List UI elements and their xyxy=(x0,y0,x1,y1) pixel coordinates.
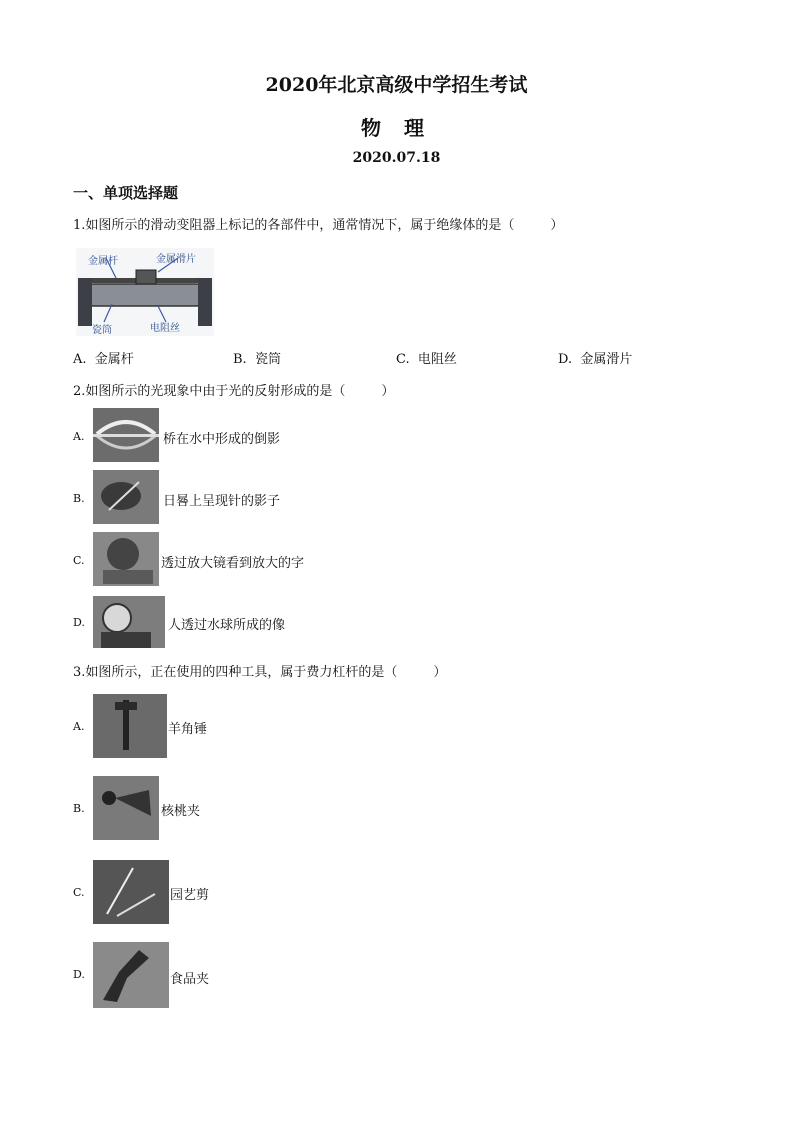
exam-date: 2020.07.18 xyxy=(352,150,441,166)
q2-option-c-letter: C. xyxy=(73,554,85,567)
question-2-text: 2.如图所示的光现象中由于光的反射形成的是（ xyxy=(73,384,346,399)
rheostat-figure xyxy=(76,248,214,336)
q2-option-b-letter: B. xyxy=(73,492,85,505)
exam-title: 2020年北京高级中学招生考试 xyxy=(265,74,528,96)
question-1-text: 1.如图所示的滑动变阻器上标记的各部件中，通常情况下，属于绝缘体的是（ xyxy=(73,218,515,233)
q1-option-c-text: 电阻丝 xyxy=(417,352,457,367)
q2-option-b-text: 日晷上呈现针的影子 xyxy=(163,494,281,509)
section-heading: 一、单项选择题 xyxy=(73,184,179,202)
q3-option-a-letter: A. xyxy=(73,720,85,733)
figure-label-metal-rod: 金属杆 xyxy=(88,256,118,267)
garden-shears-photo xyxy=(93,860,169,924)
question-3-close: ） xyxy=(433,665,447,680)
q1-option-b-text: 瓷筒 xyxy=(254,352,281,367)
subject-title: 物 理 xyxy=(361,116,432,140)
q2-option-a-text: 桥在水中形成的倒影 xyxy=(163,432,281,447)
magnifier-photo xyxy=(93,532,159,586)
q3-option-d-letter: D. xyxy=(73,968,85,981)
water-ball-photo xyxy=(93,596,165,648)
question-1-close: ） xyxy=(550,218,564,233)
q1-option-a-letter: A. xyxy=(73,352,87,367)
nutcracker-photo xyxy=(93,776,159,840)
figure-label-metal-slider: 金属滑片 xyxy=(156,254,196,265)
question-2-close: ） xyxy=(381,384,395,399)
q1-option-a[interactable] xyxy=(73,348,134,367)
claw-hammer-photo xyxy=(93,694,167,758)
q2-option-d-text: 人透过水球所成的像 xyxy=(168,618,286,633)
q1-option-c-letter: C. xyxy=(396,352,410,367)
q1-option-b[interactable] xyxy=(233,348,281,367)
question-1-stem xyxy=(73,214,563,233)
q3-option-a-text: 羊角锤 xyxy=(168,722,208,737)
sundial-shadow-photo xyxy=(93,470,159,524)
figure-label-resistance-wire: 电阻丝 xyxy=(150,323,180,334)
q2-option-a-letter: A. xyxy=(73,430,85,443)
q3-option-c-text: 园艺剪 xyxy=(170,888,210,903)
bridge-reflection-photo xyxy=(93,408,159,462)
q2-option-d-letter: D. xyxy=(73,616,85,629)
food-tongs-photo xyxy=(93,942,169,1008)
question-3-stem xyxy=(73,661,446,680)
question-2-stem xyxy=(73,380,394,399)
question-3-text: 3.如图所示，正在使用的四种工具，属于费力杠杆的是（ xyxy=(73,665,398,680)
q1-option-d-text: 金属滑片 xyxy=(580,352,633,367)
q3-option-b-text: 核桃夹 xyxy=(161,804,201,819)
q2-option-c-text: 透过放大镜看到放大的字 xyxy=(161,556,305,571)
q1-option-d[interactable] xyxy=(558,348,632,367)
q3-option-c-letter: C. xyxy=(73,886,85,899)
q1-option-b-letter: B. xyxy=(233,352,247,367)
q1-option-d-letter: D. xyxy=(558,352,573,367)
q3-option-d-text: 食品夹 xyxy=(170,972,210,987)
figure-label-porcelain-tube: 瓷筒 xyxy=(92,325,112,336)
q3-option-b-letter: B. xyxy=(73,802,85,815)
q1-option-c[interactable] xyxy=(396,348,457,367)
q1-option-a-text: 金属杆 xyxy=(94,352,134,367)
